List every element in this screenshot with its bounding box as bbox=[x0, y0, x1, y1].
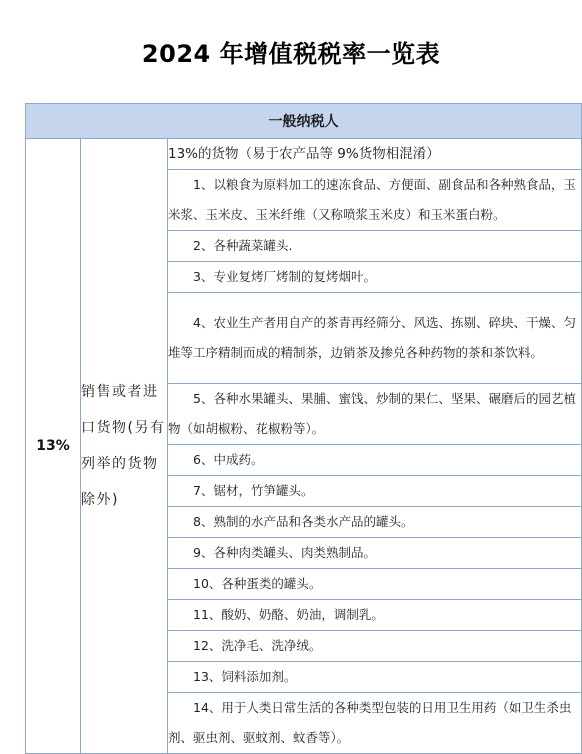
goods-group-heading: 13%的货物（易于农产品等 9%货物相混淆） bbox=[168, 139, 582, 170]
goods-category-cell: 销售或者进口货物(另有列举的货物除外) bbox=[81, 139, 168, 754]
page-title: 2024 年增值税税率一览表 bbox=[141, 40, 441, 68]
tax-rate-cell: 13% bbox=[26, 139, 81, 754]
table-header-row bbox=[26, 104, 582, 139]
goods-item: 7、锯材，竹笋罐头。 bbox=[168, 476, 582, 507]
goods-item: 4、农业生产者用自产的茶青再经筛分、风选、拣剔、碎块、干燥、匀堆等工序精制而成的精制茶，边销茶及掺兑各种药物的茶和茶饮料。 bbox=[168, 293, 582, 384]
goods-item: 14、用于人类日常生活的各种类型包装的日用卫生用药（如卫生杀虫剂、驱虫剂、驱蚊剂、蚊香等）。 bbox=[168, 693, 582, 754]
goods-item: 2、各种蔬菜罐头. bbox=[168, 231, 582, 262]
goods-item: 6、中成药。 bbox=[168, 445, 582, 476]
goods-item: 13、饲料添加剂。 bbox=[168, 662, 582, 693]
goods-item: 1、以粮食为原料加工的速冻食品、方便面、副食品和各种熟食品，玉米浆、玉米皮、玉米纤维（又称喷浆玉米皮）和玉米蛋白粉。 bbox=[168, 170, 582, 231]
goods-item: 10、各种蛋类的罐头。 bbox=[168, 569, 582, 600]
section-header-general-taxpayer: 一般纳税人 bbox=[26, 104, 582, 139]
goods-item: 12、洗净毛、洗净绒。 bbox=[168, 631, 582, 662]
goods-item: 8、熟制的水产品和各类水产品的罐头。 bbox=[168, 507, 582, 538]
goods-item: 5、各种水果罐头、果脯、蜜饯、炒制的果仁、坚果、碾磨后的园艺植物（如胡椒粉、花椒粉等）。 bbox=[168, 384, 582, 445]
table-row bbox=[26, 139, 582, 170]
goods-item: 3、专业复烤厂烤制的复烤烟叶。 bbox=[168, 262, 582, 293]
vat-rate-table bbox=[25, 103, 582, 754]
goods-item: 11、酸奶、奶酪、奶油，调制乳。 bbox=[168, 600, 582, 631]
goods-item: 9、各种肉类罐头、肉类熟制品。 bbox=[168, 538, 582, 569]
